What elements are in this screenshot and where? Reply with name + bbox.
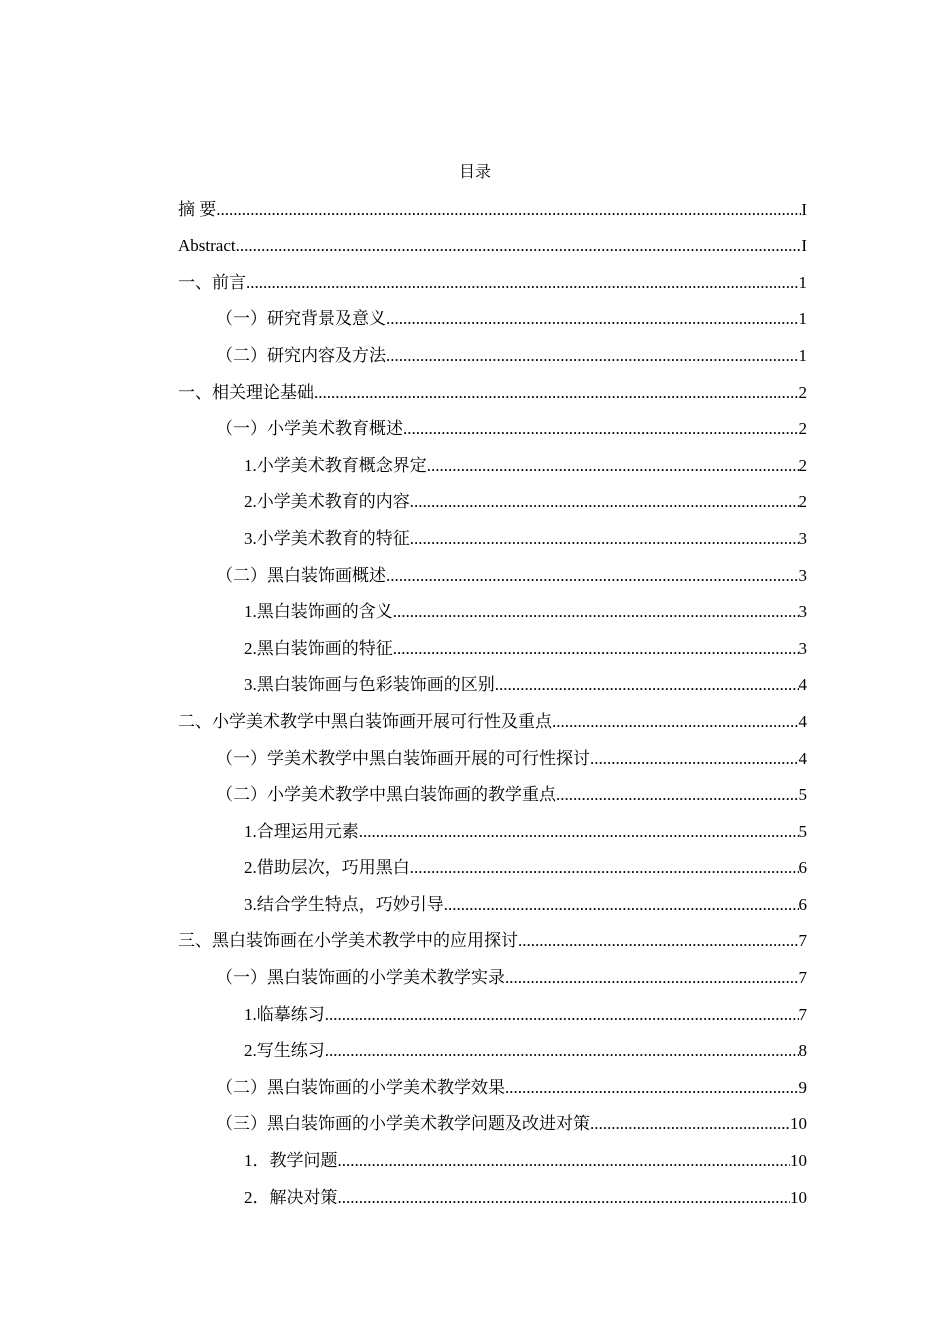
toc-entry[interactable]: [178, 736, 807, 773]
toc-entry-page-number: 1: [798, 345, 807, 365]
toc-entry-page-number: 9: [798, 1077, 807, 1097]
toc-entry-title: 1．教学问题: [244, 1151, 338, 1171]
toc-entry-page-number: 6: [798, 858, 807, 878]
toc-entry[interactable]: [178, 846, 807, 883]
toc-entry-title: 2．解决对策: [244, 1187, 338, 1207]
toc-entry-title: 摘 要: [178, 199, 217, 219]
toc-entry-title: 二、小学美术教学中黑白装饰画开展可行性及重点: [178, 711, 552, 731]
dot-leader: [444, 894, 799, 919]
toc-entry[interactable]: [178, 224, 807, 261]
dot-leader: [338, 1150, 791, 1175]
toc-entry[interactable]: [178, 699, 807, 736]
toc-entry-page-number: 4: [798, 675, 807, 695]
toc-entry-title: （一）研究背景及意义: [216, 309, 386, 329]
toc-entry-page-number: 8: [798, 1041, 807, 1061]
toc-entry-page-number: 7: [798, 1004, 807, 1024]
toc-entry-page-number: 3: [798, 602, 807, 622]
toc-entry[interactable]: [178, 992, 807, 1029]
toc-entry-title: Abstract: [178, 236, 236, 256]
toc-entry[interactable]: [178, 370, 807, 407]
toc-entry-title: （一）小学美术教育概述: [216, 419, 403, 439]
dot-leader: [590, 1113, 790, 1138]
toc-entry-title: 一、前言: [178, 272, 246, 292]
toc-entry-title: 2.借助层次，巧用黑白: [244, 858, 410, 878]
toc-entry[interactable]: [178, 516, 807, 553]
toc-entry-page-number: 4: [798, 711, 807, 731]
toc-entry[interactable]: [178, 663, 807, 700]
toc-entry-title: 三、黑白装饰画在小学美术教学中的应用探讨: [178, 931, 518, 951]
toc-entry-page-number: 6: [798, 894, 807, 914]
toc-entry-page-number: 2: [798, 419, 807, 439]
toc-entry[interactable]: [178, 626, 807, 663]
toc-entry-title: （三）黑白装饰画的小学美术教学问题及改进对策: [216, 1114, 590, 1134]
toc-entry-title: （一）学美术教学中黑白装饰画开展的可行性探讨: [216, 748, 590, 768]
toc-entry-title: 1.黑白装饰画的含义: [244, 602, 393, 622]
toc-entry-title: （二）研究内容及方法: [216, 345, 386, 365]
toc-entry-page-number: 7: [798, 968, 807, 988]
dot-leader: [556, 784, 799, 809]
toc-entry-page-number: I: [801, 236, 807, 256]
toc-entry[interactable]: [178, 1102, 807, 1139]
toc-entry-page-number: 1: [798, 309, 807, 329]
toc-entry-page-number: 2: [798, 382, 807, 402]
dot-leader: [216, 199, 801, 224]
toc-title: 目录: [458, 164, 491, 181]
dot-leader: [403, 418, 799, 443]
toc-entry[interactable]: [178, 809, 807, 846]
toc-entry-title: （二）黑白装饰画概述: [216, 565, 386, 585]
toc-entry-title: 1.小学美术教育概念界定: [244, 455, 427, 475]
toc-entry[interactable]: [178, 1065, 807, 1102]
toc-entry[interactable]: [178, 480, 807, 517]
toc-entry-title: 2.黑白装饰画的特征: [244, 638, 393, 658]
dot-leader: [393, 601, 799, 626]
dot-leader: [410, 491, 799, 516]
toc-entry-page-number: 7: [798, 931, 807, 951]
toc-entry[interactable]: [178, 187, 807, 224]
toc-entry-page-number: 10: [790, 1114, 807, 1134]
dot-leader: [338, 1187, 791, 1212]
toc-entry[interactable]: [178, 882, 807, 919]
dot-leader: [236, 235, 802, 260]
dot-leader: [518, 930, 799, 955]
toc-entry-page-number: I: [801, 199, 807, 219]
dot-leader: [410, 857, 799, 882]
dot-leader: [386, 565, 799, 590]
toc-entry[interactable]: [178, 553, 807, 590]
toc-entry-title: （二）黑白装饰画的小学美术教学效果: [216, 1077, 505, 1097]
toc-entry[interactable]: [178, 955, 807, 992]
toc-entry[interactable]: [178, 407, 807, 444]
dot-leader: [359, 821, 799, 846]
toc-entry[interactable]: [178, 919, 807, 956]
table-of-contents: [178, 187, 807, 1212]
toc-entry-title: 2.小学美术教育的内容: [244, 492, 410, 512]
dot-leader: [386, 308, 799, 333]
toc-entry-page-number: 1: [798, 272, 807, 292]
toc-entry-title: （一）黑白装饰画的小学美术教学实录: [216, 968, 505, 988]
toc-entry-title: 3.黑白装饰画与色彩装饰画的区别: [244, 675, 495, 695]
dot-leader: [246, 272, 799, 297]
toc-entry[interactable]: [178, 260, 807, 297]
toc-entry-title: 2.写生练习: [244, 1041, 325, 1061]
toc-entry-title: 3.小学美术教育的特征: [244, 528, 410, 548]
dot-leader: [427, 455, 799, 480]
dot-leader: [505, 1077, 799, 1102]
toc-entry[interactable]: [178, 297, 807, 334]
toc-entry[interactable]: [178, 773, 807, 810]
toc-entry[interactable]: [178, 443, 807, 480]
toc-entry-page-number: 2: [798, 455, 807, 475]
toc-entry-page-number: 4: [798, 748, 807, 768]
toc-entry-page-number: 3: [798, 638, 807, 658]
dot-leader: [386, 345, 799, 370]
dot-leader: [590, 748, 799, 773]
dot-leader: [314, 382, 799, 407]
toc-entry[interactable]: [178, 1175, 807, 1212]
dot-leader: [495, 674, 799, 699]
toc-entry-title: 1.合理运用元素: [244, 821, 359, 841]
toc-entry[interactable]: [178, 1029, 807, 1066]
toc-entry-page-number: 10: [790, 1187, 807, 1207]
toc-entry-page-number: 3: [798, 528, 807, 548]
toc-entry-page-number: 3: [798, 565, 807, 585]
toc-entry-title: 1.临摹练习: [244, 1004, 325, 1024]
toc-entry-page-number: 2: [798, 492, 807, 512]
dot-leader: [552, 711, 799, 736]
dot-leader: [393, 638, 799, 663]
toc-entry[interactable]: [178, 590, 807, 627]
dot-leader: [410, 528, 799, 553]
toc-entry-page-number: 10: [790, 1151, 807, 1171]
toc-entry[interactable]: [178, 333, 807, 370]
toc-entry-page-number: 5: [798, 785, 807, 805]
dot-leader: [325, 1040, 799, 1065]
dot-leader: [325, 1004, 799, 1029]
toc-entry[interactable]: [178, 1138, 807, 1175]
toc-entry-title: 一、相关理论基础: [178, 382, 314, 402]
toc-entry-page-number: 5: [798, 821, 807, 841]
toc-entry-title: （二）小学美术教学中黑白装饰画的教学重点: [216, 785, 556, 805]
toc-entry-title: 3.结合学生特点，巧妙引导: [244, 894, 444, 914]
dot-leader: [505, 967, 799, 992]
